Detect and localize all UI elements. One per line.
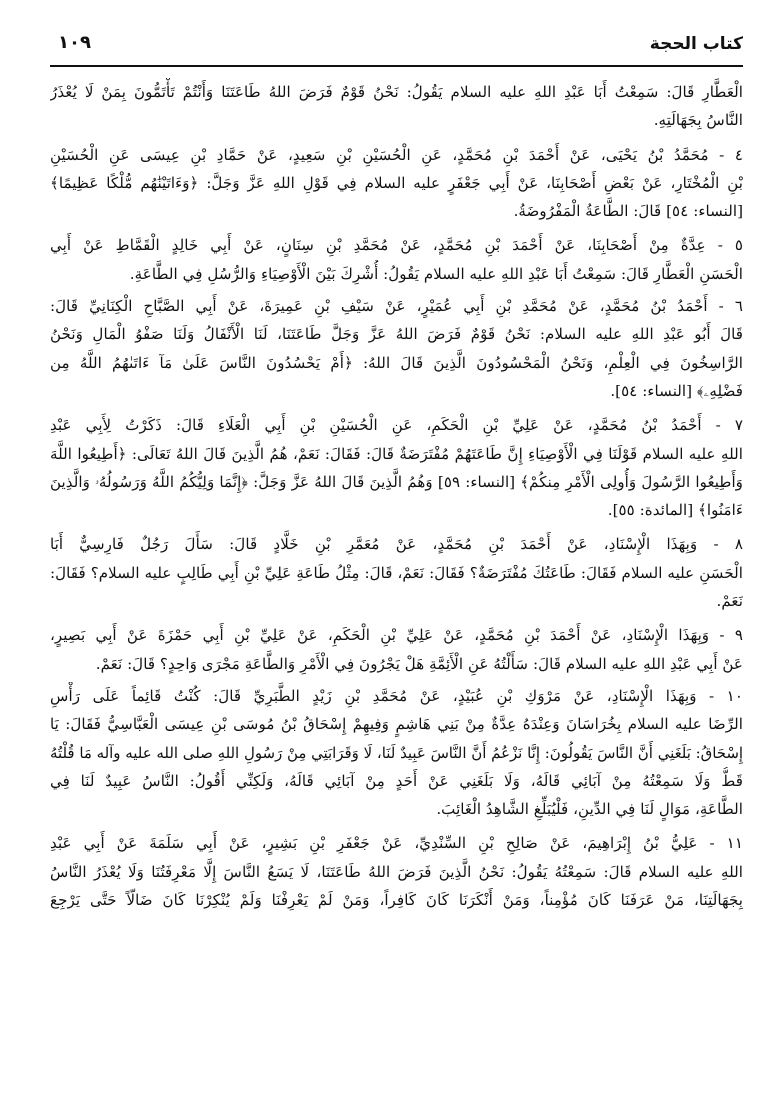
page-number: ١٠٩ xyxy=(58,32,91,53)
text-line: الرِّضَا عليه السلام بِخُرَاسَانَ وَعِنْدَهُ عِدَّةٌ مِنْ بَنِي هَاشِمٍ وَفِيهِمْ إِسْحَاقُ بْنُ مُوسَى بْنِ عِيسَى الْعَبَّاسِيُّ فَقَالَ: يَا xyxy=(50,715,743,734)
text-line: اللهِ عليه السلام قَوْلَنَا فِي الْأَوْصِيَاءِ إِنَّ طَاعَتَهُمْ مُفْتَرَضَةٌ قَالَ: فَقَالَ: نَعَمْ، هُمُ الَّذِينَ قَالَ اللهُ تَعَالَى: ﴿أَطِيعُوا اللَّهَ xyxy=(50,444,743,463)
hadith-11 xyxy=(50,829,743,914)
hadith-4 xyxy=(50,141,743,226)
hadith-6 xyxy=(50,292,743,405)
hadith-7 xyxy=(50,411,743,524)
text-line: قَطُّ وَلَا سَمِعْتُهُ مِنْ آبَائِي قَالَهُ، وَلَا بَلَغَنِي عَنْ أَحَدٍ مِنْ آبَائِي قَالَهُ، وَلَكِنِّي أَقُولُ: النَّاسُ عَبِيدٌ لَنَا فِي xyxy=(50,771,743,790)
text-line: نَعَمْ. xyxy=(716,592,743,611)
text-line: [النساء: ٥٤] قَالَ: الطَّاعَةُ الْمَفْرُوضَةُ. xyxy=(513,202,743,221)
text-line: ١١ - عَلِيُّ بْنُ إِبْرَاهِيمَ، عَنْ صَالِحِ بْنِ السِّنْدِيِّ، عَنْ جَعْفَرِ بْنِ بَشِيرٍ، عَنْ أَبِي سَلَمَةَ عَنْ أَبِي عَبْدِ xyxy=(50,834,743,853)
text-line: الْحَسَنِ عليه السلام فَقَالَ: طَاعَتُكَ مُفْتَرَضَةٌ؟ فَقَالَ: نَعَمْ، قَالَ: مِثْلُ طَاعَةِ عَلِيِّ بْنِ أَبِي طَالِبٍ عليه السلام؟ فَقَالَ: xyxy=(50,563,743,582)
text-line: عَنْ أَبِي عَبْدِ اللهِ عليه السلام قَالَ: سَأَلْتُهُ عَنِ الْأَئِمَّةِ هَلْ يَجْرُونَ فِي الْأَمْرِ وَالطَّاعَةِ مَجْرَى وَاحِدٍ؟ قَالَ: نَعَمْ. xyxy=(95,654,743,673)
text-line: قَالَ أَبُو عَبْدِ اللهِ عليه السلام: نَحْنُ قَوْمٌ فَرَضَ اللهُ عَزَّ وَجَلَّ طَاعَتَنَا، لَنَا الْأَنْفَالُ وَلَنَا صَفْوُ الْمَالِ وَنَحْنُ xyxy=(50,325,743,344)
text-line: وَأَطِيعُوا الرَّسُولَ وَأُولِى الْأَمْرِ مِنكُمْ﴾ [النساء: ٥٩] وَهُمُ الَّذِينَ قَالَ اللهُ عَزَّ وَجَلَّ: ﴿إِنَّمَا وَلِيُّكُمُ اللَّهُ وَرَسُولُهُۥ وَالَّذِينَ xyxy=(50,472,743,491)
text-line: بِجَهَالَتِنَا، مَنْ عَرَفَنَا كَانَ مُؤْمِناً، وَمَنْ أَنْكَرَنَا كَانَ كَافِراً، وَمَنْ لَمْ يَعْرِفْنَا وَلَمْ يُنْكِرْنَا كَانَ ضَالّاً حَتَّى يَرْجِعَ xyxy=(50,891,743,910)
text-line: الطَّاعَةِ، مَوَالٍ لَنَا فِي الدِّينِ، فَلْيُبَلِّغِ الشَّاهِدُ الْغَائِبَ. xyxy=(436,800,743,819)
hadith-10 xyxy=(50,682,743,823)
hadith-9 xyxy=(50,621,743,678)
text-line: ١٠ - وَبِهَذَا الْإِسْنَادِ، عَنْ مَرْوَكِ بْنِ عُبَيْدٍ، عَنْ مُحَمَّدِ بْنِ زَيْدٍ الطَّبَرِيِّ قَالَ: كُنْتُ قَائِماً عَلَى رَأْسِ xyxy=(50,686,743,705)
text-line: ٨ - وَبِهَذَا الْإِسْنَادِ، عَنْ أَحْمَدَ بْنِ مُحَمَّدٍ، عَنْ مُعَمَّرِ بْنِ خَلَّادٍ قَالَ: سَأَلَ رَجُلٌ فَارِسِيٌّ أَبَا xyxy=(50,535,743,554)
text-line: إِسْحَاقُ: بَلَغَنِي أَنَّ النَّاسَ يَقُولُونَ: إِنَّا نَزْعُمُ أَنَّ النَّاسَ عَبِيدٌ لَنَا، لَا وَقَرَابَتِي مِنْ رَسُولِ اللهِ صلى الله عليه وآله مَا قُلْتُهُ xyxy=(50,743,743,762)
book-title: كتاب الحجة xyxy=(649,34,743,54)
text-line: الْحَسَنِ الْعَطَّارِ قَالَ: سَمِعْتُ أَبَا عَبْدِ اللهِ عليه السلام يَقُولُ: أُشْرِكَ بَيْنَ الْأَوْصِيَاءِ وَالرُّسُلِ فِي الطَّاعَةِ. xyxy=(129,264,743,283)
page-body xyxy=(50,78,743,918)
header-rule xyxy=(50,65,743,67)
text-line: الْعَطَّارِ قَالَ: سَمِعْتُ أَبَا عَبْدِ اللهِ عليه السلام يَقُولُ: نَحْنُ قَوْمٌ فَرَضَ اللهُ طَاعَتَنَا وَأَنْتُمْ تَأْتَمُّونَ بِمَنْ لَا يُعْذَرُ xyxy=(50,83,743,101)
page-header xyxy=(58,30,743,64)
text-line: ٦ - أَحْمَدُ بْنُ مُحَمَّدٍ، عَنْ مُحَمَّدِ بْنِ أَبِي عُمَيْرٍ، عَنْ سَيْفِ بْنِ عَمِيرَةَ، عَنْ أَبِي الصَّبَّاحِ الْكِنَانِيِّ قَالَ: xyxy=(50,297,743,316)
text-line: الرَّاسِخُونَ فِي الْعِلْمِ، وَنَحْنُ الْمَحْسُودُونَ الَّذِينَ قَالَ اللهُ: ﴿أَمْ يَحْسُدُونَ النَّاسَ عَلَىٰ مَآ ءَاتَىٰهُمُ اللَّهُ مِن xyxy=(50,353,743,372)
hadith-5 xyxy=(50,231,743,288)
text-line: اللهِ عليه السلام قَالَ: سَمِعْتُهُ يَقُولُ: نَحْنُ الَّذِينَ فَرَضَ اللهُ طَاعَتَنَا، لَا يَسَعُ النَّاسَ إِلَّا مَعْرِفَتُنَا وَلَا يُعْذَرُ النَّاسُ xyxy=(50,862,743,881)
text-line: ٧ - أَحْمَدُ بْنُ مُحَمَّدٍ، عَنْ عَلِيِّ بْنِ الْحَكَمِ، عَنِ الْحُسَيْنِ بْنِ أَبِي الْعَلَاءِ قَالَ: ذَكَرْتُ لِأَبِي عَبْدِ xyxy=(50,416,743,435)
text-line: فَضْلِهِۦ﴾ [النساء: ٥٤]. xyxy=(610,381,743,400)
hadith-8 xyxy=(50,530,743,615)
paragraph-3-tail xyxy=(50,78,743,135)
text-line: النَّاسُ بِجَهَالَتِهِ. xyxy=(653,111,743,130)
text-line: ٩ - وَبِهَذَا الْإِسْنَادِ، عَنْ أَحْمَدَ بْنِ مُحَمَّدٍ، عَنْ عَلِيِّ بْنِ الْحَكَمِ، عَنْ عَلِيِّ بْنِ أَبِي حَمْزَةَ عَنْ أَبِي بَصِيرٍ، xyxy=(50,626,743,645)
text-line: ءَامَنُوا﴾ [المائدة: ٥٥]. xyxy=(607,501,743,520)
text-line: ٥ - عِدَّةٌ مِنْ أَصْحَابِنَا، عَنْ أَحْمَدَ بْنِ مُحَمَّدٍ، عَنْ مُحَمَّدِ بْنِ سِنَانٍ، عَنْ أَبِي خَالِدٍ الْقَمَّاطِ عَنْ أَبِي xyxy=(50,236,743,255)
text-line: بْنِ الْمُخْتَارِ، عَنْ بَعْضِ أَصْحَابِنَا، عَنْ أَبِي جَعْفَرٍ عليه السلام فِي قَوْلِ اللهِ عَزَّ وَجَلَّ: ﴿وَءَاتَيْنَٰهُم مُّلْكًا عَظِيمًا﴾ xyxy=(50,173,743,192)
text-line: ٤ - مُحَمَّدُ بْنُ يَحْيَى، عَنْ أَحْمَدَ بْنِ مُحَمَّدٍ، عَنِ الْحُسَيْنِ بْنِ سَعِيدٍ، عَنْ حَمَّادِ بْنِ عِيسَى عَنِ الْحُسَيْنِ xyxy=(50,145,743,164)
